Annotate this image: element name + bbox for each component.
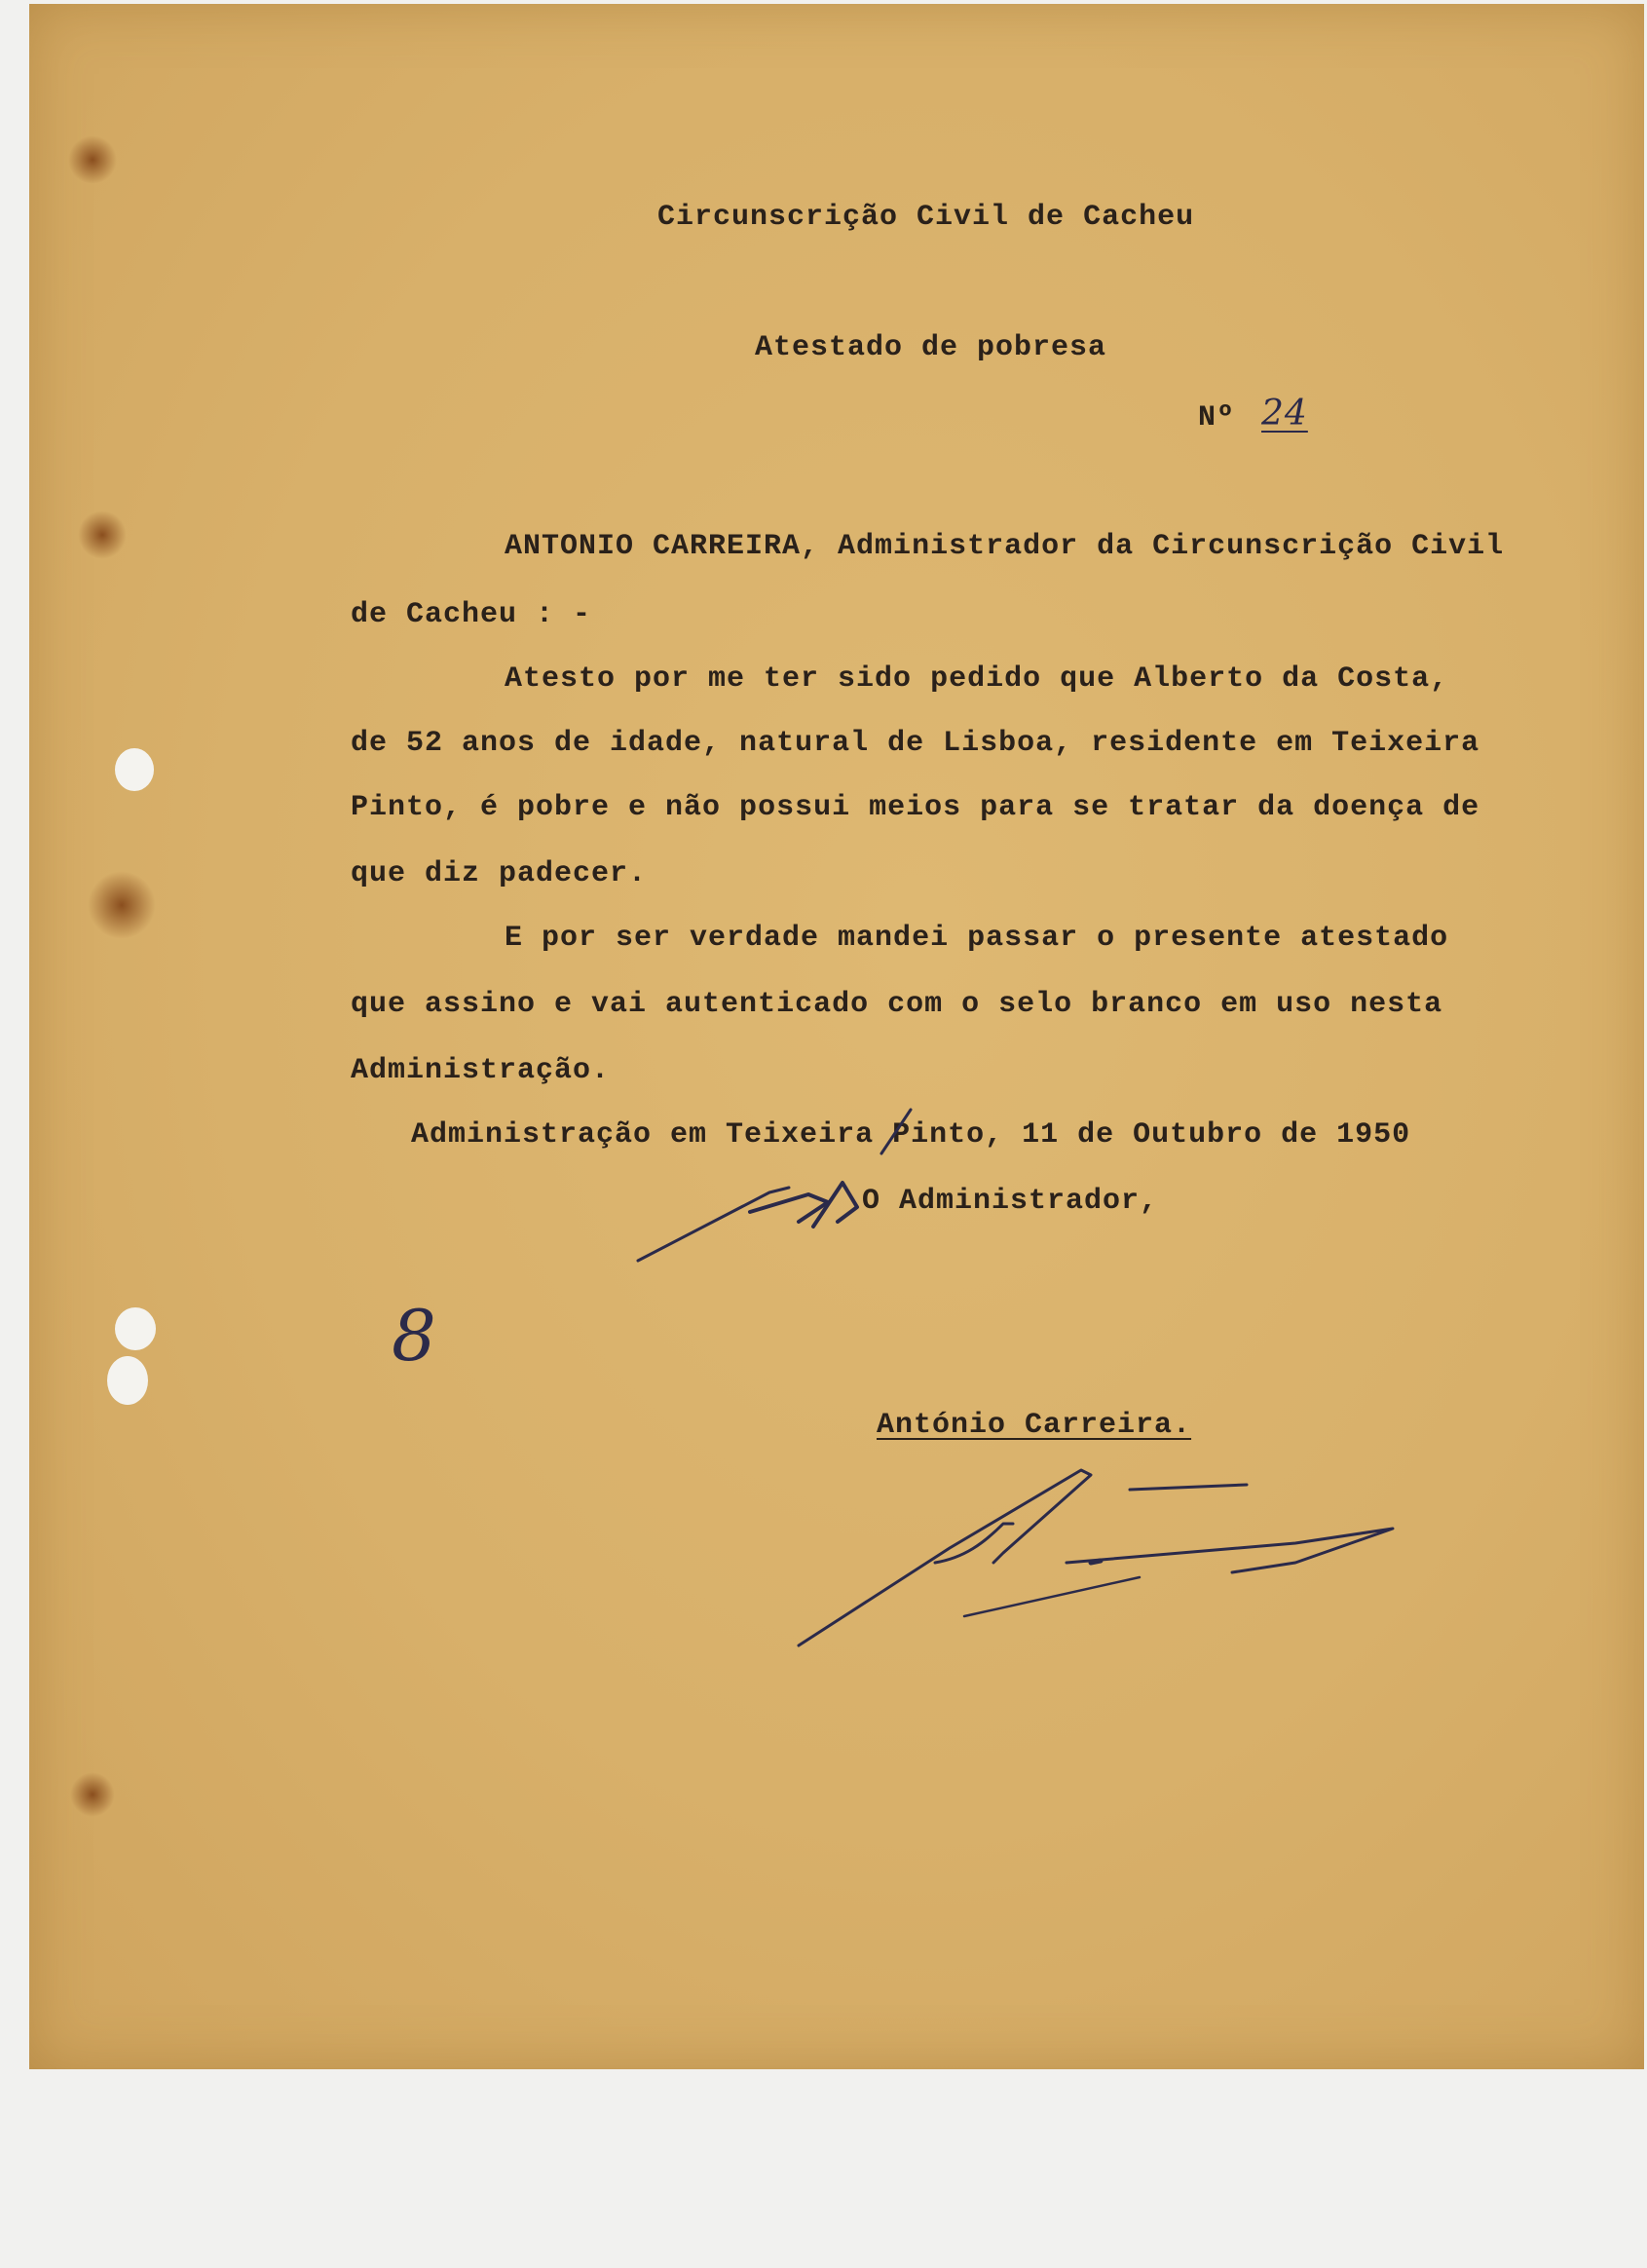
body-line-3: Atesto por me ter sido pedido que Alberto da Costa, (505, 662, 1449, 696)
body-line-1: ANTONIO CARREIRA, Administrador da Circunscrição Civil (505, 530, 1505, 563)
initials-stroke (750, 1194, 828, 1222)
body-line-4: de 52 anos de idade, natural de Lisboa, residente em Teixeira (351, 727, 1480, 760)
document-page (29, 4, 1644, 2069)
initials-stroke (813, 1183, 857, 1227)
place-date: Administração em Teixeira Pinto, 11 de Outubro de 1950 (411, 1118, 1411, 1152)
signature-stroke (1091, 1561, 1101, 1563)
margin-mark: 8 (392, 1295, 436, 1377)
body-line-2: de Cacheu : - (351, 598, 592, 631)
initials-stroke (638, 1188, 789, 1261)
signature-stroke (799, 1470, 1091, 1645)
initials-stroke (881, 1110, 911, 1153)
body-line-9: Administração. (351, 1054, 611, 1087)
number-label: Nº (1198, 401, 1236, 435)
body-line-5: Pinto, é pobre e não possui meios para se tratar da doença de (351, 791, 1480, 824)
document-title: Atestado de pobresa (755, 331, 1107, 364)
office-heading: Circunscrição Civil de Cacheu (657, 201, 1195, 234)
signature-stroke (1067, 1529, 1393, 1572)
body-line-6: que diz padecer. (351, 857, 648, 890)
number-value: 24 (1261, 394, 1308, 434)
signature-stroke (964, 1577, 1140, 1616)
body-line-7: E por ser verdade mandei passar o presente atestado (505, 922, 1449, 955)
signature-stroke (1130, 1485, 1247, 1490)
signature-strokes (29, 4, 1644, 2069)
signatory-name: António Carreira. (877, 1409, 1192, 1442)
body-line-8: que assino e vai autenticado com o selo branco em uso nesta (351, 988, 1443, 1021)
role-line: O Administrador, (862, 1185, 1159, 1218)
